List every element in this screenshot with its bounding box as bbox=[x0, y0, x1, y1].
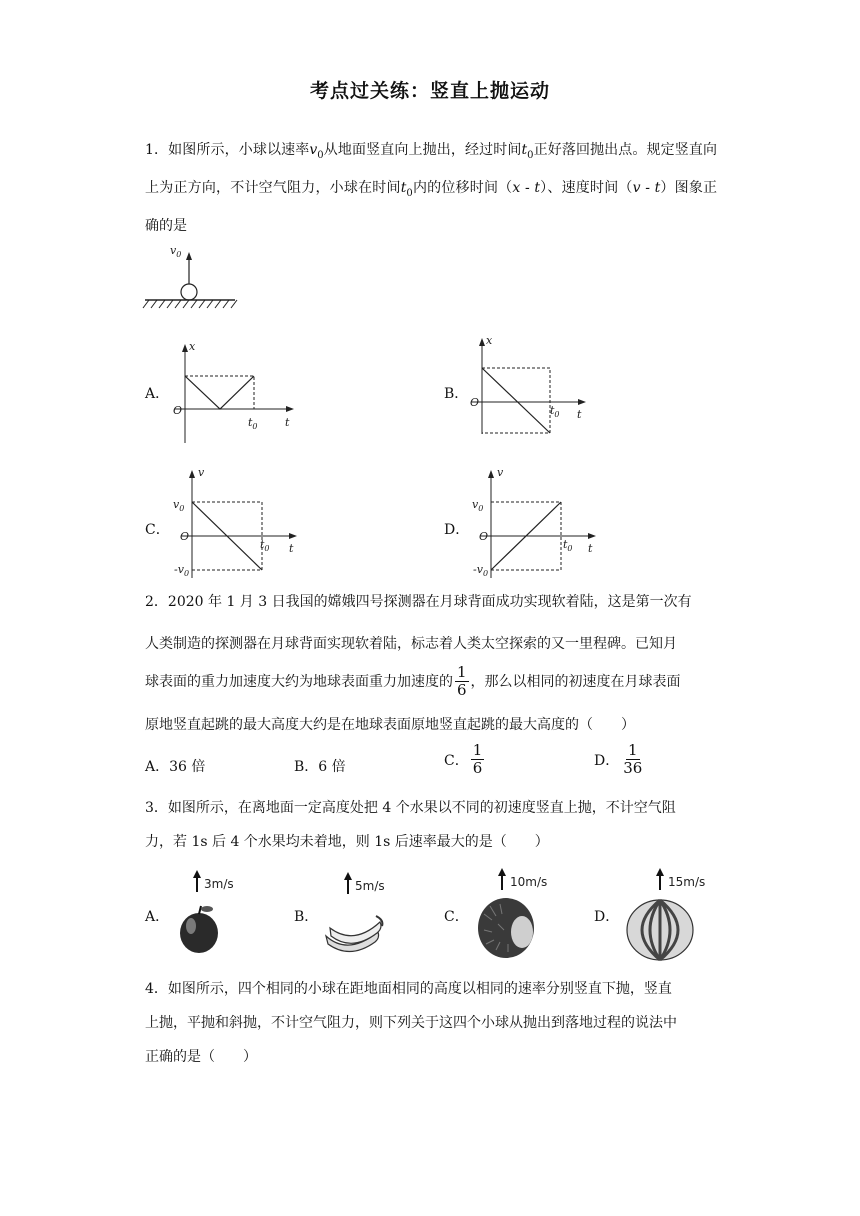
axis-label-t: t bbox=[285, 416, 290, 429]
question-2-line-1: 2．2020 年 1 月 3 日我国的嫦娥四号探测器在月球背面成功实现软着陆，这是第一次有 bbox=[145, 594, 692, 610]
ball-launch-figure bbox=[140, 240, 270, 315]
question-3-line-1: 3．如图所示，在离地面一定高度处把 4 个水果以不同的初速度竖直上抛，不计空气阻 bbox=[145, 800, 676, 816]
ball-icon bbox=[181, 284, 197, 300]
v0-label: $v_0$ bbox=[173, 498, 185, 513]
page-title: 考点过关练：竖直上抛运动 bbox=[309, 80, 550, 102]
q3-option-c[interactable] bbox=[470, 866, 565, 964]
question-2-line-2: 人类制造的探测器在月球背面实现软着陆，标志着人类太空探索的又一里程碑。已知月 bbox=[145, 636, 677, 652]
axis-label-v: v bbox=[198, 466, 205, 479]
origin-label: O bbox=[479, 530, 489, 543]
axis-label-t: t bbox=[289, 542, 294, 555]
option-d-label[interactable]: D． bbox=[444, 522, 470, 538]
t0-label: $t_0$ bbox=[260, 538, 270, 553]
q2-option-c[interactable]: C． $\frac{1}{6}$ bbox=[444, 741, 483, 778]
q3-option-a-label[interactable]: A． bbox=[145, 909, 170, 925]
option-a-graph[interactable] bbox=[165, 338, 300, 448]
v0-label: $v_0$ bbox=[472, 498, 484, 513]
option-b-label[interactable]: B． bbox=[444, 386, 469, 402]
axis-label-x: x bbox=[189, 340, 196, 353]
q3-option-c-label[interactable]: C． bbox=[444, 909, 469, 925]
apple-icon bbox=[180, 906, 218, 953]
question-2-line-3: 球表面的重力加速度大约为地球表面重力加速度的 $\frac{1}{6}$ ，那么以相同的初速度在月球表面 bbox=[145, 663, 681, 700]
fraction-one-sixth: $\frac{1}{6}$ bbox=[457, 663, 467, 700]
q3-option-d[interactable] bbox=[620, 866, 720, 966]
neg-v0-label: $-v_0$ bbox=[473, 563, 489, 578]
speed-label: 10m/s bbox=[510, 875, 548, 889]
t0-label: $t_0$ bbox=[248, 416, 258, 431]
t0-label: $t_0$ bbox=[563, 538, 573, 553]
speed-label: 3m/s bbox=[204, 877, 234, 891]
axis-label-x: x bbox=[486, 334, 493, 347]
q3-option-b[interactable] bbox=[320, 868, 410, 963]
question-4-line-1: 4．如图所示，四个相同的小球在距地面相同的高度以相同的速率分别竖直下抛，竖直 bbox=[145, 981, 672, 997]
question-4-line-3: 正确的是（ ） bbox=[145, 1049, 257, 1065]
axis-label-t: t bbox=[577, 408, 582, 421]
q2-option-b[interactable]: B．6 倍 bbox=[294, 759, 346, 775]
t0-label: $t_0$ bbox=[550, 404, 560, 419]
option-a-label[interactable]: A． bbox=[145, 386, 170, 402]
question-2-line-4: 原地竖直起跳的最大高度大约是在地球表面原地竖直起跳的最大高度的（ ） bbox=[145, 717, 635, 733]
question-4-line-2: 上抛，平抛和斜抛，不计空气阻力，则下列关于这四个小球从抛出到落地过程的说法中 bbox=[145, 1015, 677, 1031]
question-3-line-2: 力，若 1s 后 4 个水果均未着地，则 1s 后速率最大的是（ ） bbox=[145, 834, 549, 850]
origin-label: O bbox=[180, 530, 190, 543]
option-b-graph[interactable] bbox=[464, 334, 594, 439]
q3-option-a[interactable] bbox=[175, 868, 255, 963]
option-d-graph[interactable] bbox=[464, 466, 599, 581]
v0-label: $v_0$ bbox=[170, 244, 182, 259]
axis-label-t: t bbox=[588, 542, 593, 555]
speed-label: 15m/s bbox=[668, 875, 706, 889]
banana-icon bbox=[326, 916, 382, 952]
q3-option-d-label[interactable]: D． bbox=[594, 909, 620, 925]
q2-option-d[interactable]: D． $\frac{1}{36}$ bbox=[594, 741, 643, 778]
q2-option-a[interactable]: A．36 倍 bbox=[145, 759, 206, 775]
q3-option-b-label[interactable]: B． bbox=[294, 909, 319, 925]
option-c-graph[interactable] bbox=[165, 466, 300, 581]
watermelon-icon bbox=[627, 900, 693, 960]
question-1-stem: 1．如图所示，小球以速率$v_0$从地面竖直向上抛出，经过时间$t_0$正好落回抛出点。规定竖直向上为正方向，不计空气阻力，小球在时间$t_0$内的位移时间（x - t）、速度时间（v - t）图象正确的是 bbox=[145, 142, 718, 234]
option-c-label[interactable]: C． bbox=[145, 522, 170, 538]
origin-label: O bbox=[470, 396, 480, 409]
axis-label-v: v bbox=[497, 466, 504, 479]
neg-v0-label: $-v_0$ bbox=[174, 563, 190, 578]
origin-label: O bbox=[173, 404, 183, 417]
durian-icon bbox=[478, 898, 534, 958]
speed-label: 5m/s bbox=[355, 879, 385, 893]
